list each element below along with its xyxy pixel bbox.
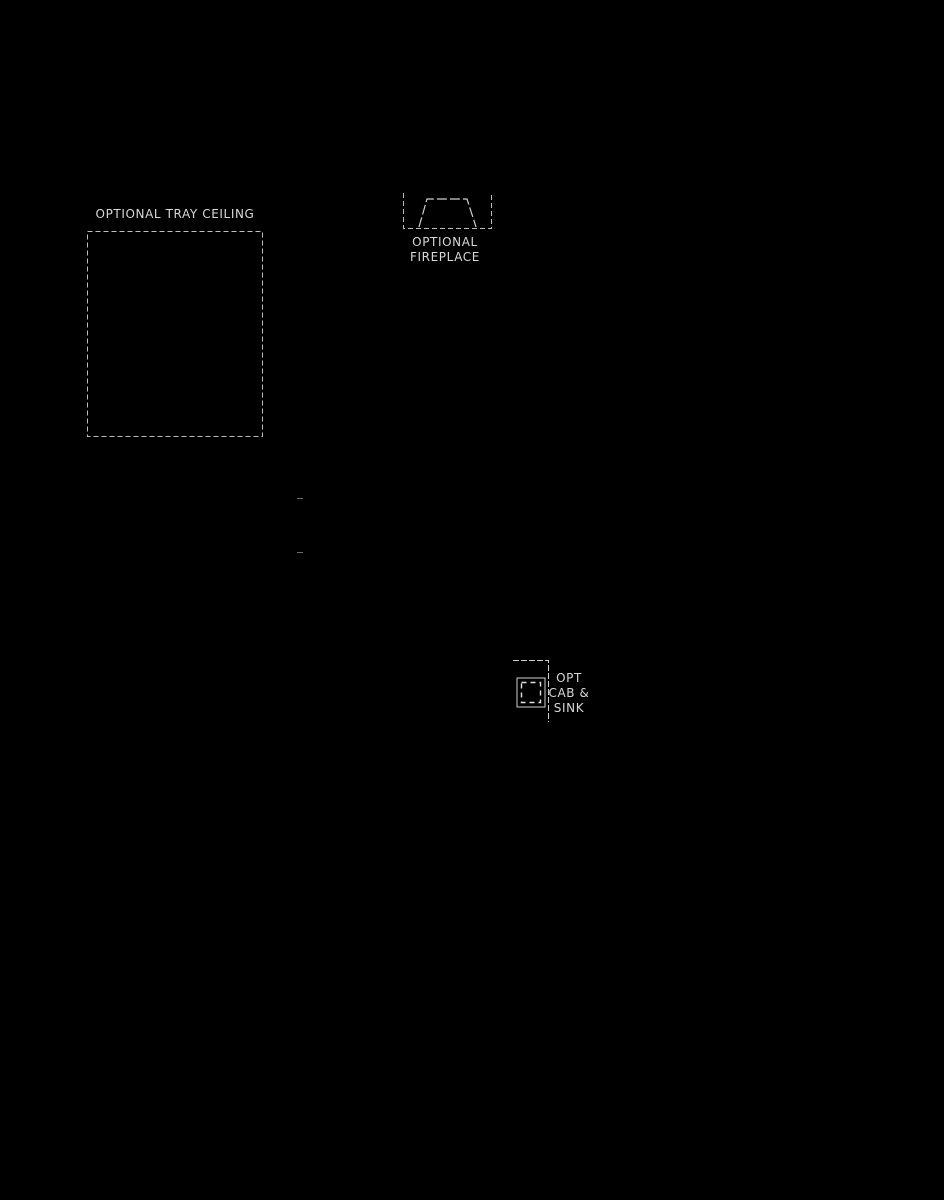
fireplace-label-line-2: FIREPLACE <box>410 250 480 264</box>
cab-sink-label-line-1: OPT <box>556 671 582 685</box>
fireplace-symbol <box>404 193 492 229</box>
tray-ceiling-outline <box>88 232 263 437</box>
wall-tick-marks <box>297 499 303 553</box>
cab-sink-label-line-2: CAB & <box>548 686 590 700</box>
fireplace-label-line-1: OPTIONAL <box>412 235 478 249</box>
cab-sink-label-line-3: SINK <box>553 701 585 715</box>
cab-sink-symbol <box>513 661 549 723</box>
fireplace-label <box>395 235 495 265</box>
tray-ceiling-label: OPTIONAL TRAY CEILING <box>95 207 255 221</box>
cab-sink-label <box>546 671 592 716</box>
